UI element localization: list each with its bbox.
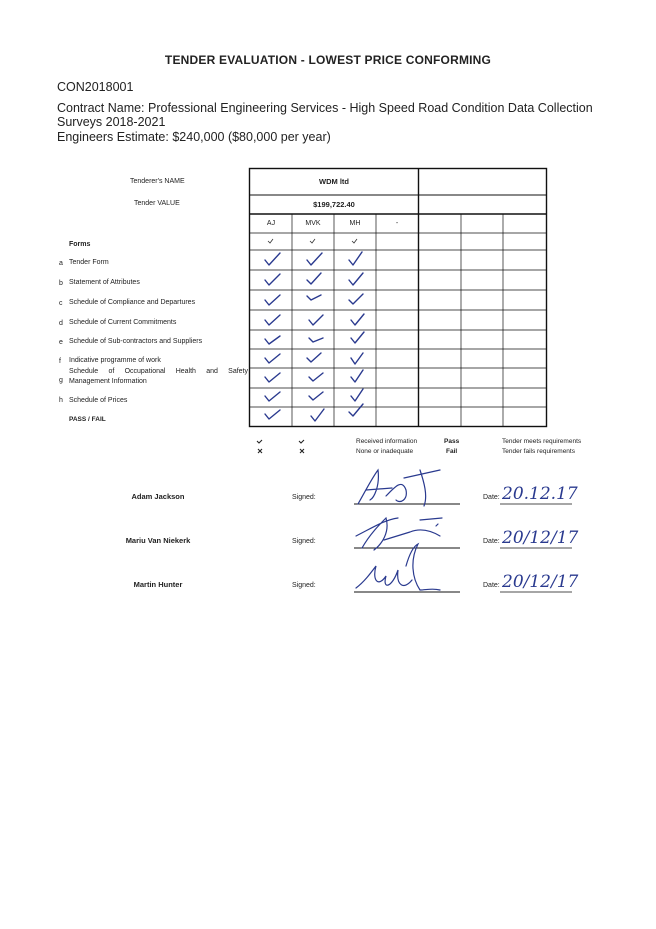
row-label: Schedule of Current Commitments xyxy=(69,319,177,326)
row-label: Indicative programme of work xyxy=(69,357,161,364)
page-title: TENDER EVALUATION - LOWEST PRICE CONFORMING xyxy=(164,53,492,67)
pass-fail-label: PASS / FAIL xyxy=(69,416,106,423)
row-label: Schedule of Compliance and Departures xyxy=(69,299,196,306)
signatory-name: Adam Jackson xyxy=(131,492,185,501)
signature-date: 20/12/17 xyxy=(502,572,579,592)
signature-strokes xyxy=(356,470,442,590)
row-letter: f xyxy=(59,358,61,365)
row-letter: b xyxy=(59,280,63,287)
evaluator-mh: MH xyxy=(349,220,361,227)
signatory-name: Mariu Van Niekerk xyxy=(125,536,191,545)
row-label: Schedule of Sub-contractors and Suppliers xyxy=(69,338,203,345)
row-letter: g xyxy=(59,377,63,384)
row-label-line1: Schedule of Occupational Health and Safety xyxy=(69,368,248,375)
legend-fail: Fail xyxy=(446,448,458,455)
tender-value-label: Tender VALUE xyxy=(134,200,180,207)
row-label: Tender Form xyxy=(69,259,109,266)
date-label: Date: xyxy=(483,582,500,589)
contract-number: CON2018001 xyxy=(57,80,134,94)
date-label: Date: xyxy=(483,494,500,501)
evaluator-aj: AJ xyxy=(266,220,276,227)
legend-none: None or inadequate xyxy=(356,448,414,455)
row-label: Schedule of Prices xyxy=(69,397,128,404)
signature-date: 20/12/17 xyxy=(502,528,579,548)
engineers-estimate: Engineers Estimate: $240,000 ($80,000 per year) xyxy=(57,130,331,144)
tender-value: $199,722.40 xyxy=(313,200,355,209)
row-letter: d xyxy=(59,320,63,327)
legend-pass: Pass xyxy=(444,438,460,445)
contract-name: Contract Name: Professional Engineering Services - High Speed Road Condition Data Collection Surveys 2018-2021 xyxy=(57,101,593,129)
evaluator-mvk: MVK xyxy=(305,220,321,227)
signed-label: Signed: xyxy=(292,494,316,501)
forms-label: Forms xyxy=(69,241,91,248)
signed-label: Signed: xyxy=(292,582,316,589)
legend-meets: Tender meets requirements xyxy=(502,438,582,445)
row-label: Statement of Attributes xyxy=(69,279,140,286)
evaluator-blank: - xyxy=(395,220,399,227)
date-label: Date: xyxy=(483,538,500,545)
row-label-line2: Management Information xyxy=(69,378,147,385)
tenderer-name: WDM ltd xyxy=(319,177,349,186)
handwritten-ticks xyxy=(265,252,364,421)
row-letter: c xyxy=(59,300,63,307)
signatory-name: Martin Hunter xyxy=(133,580,183,589)
legend-fails: Tender fails requirements xyxy=(502,448,575,455)
row-letter: e xyxy=(59,339,63,346)
legend-received: Received information xyxy=(356,438,418,445)
signature-date: 20.12.17 xyxy=(502,484,578,504)
tenderer-name-label: Tenderer's NAME xyxy=(130,178,185,185)
row-letter: a xyxy=(59,260,63,267)
row-letter: h xyxy=(59,397,63,404)
signed-label: Signed: xyxy=(292,538,316,545)
